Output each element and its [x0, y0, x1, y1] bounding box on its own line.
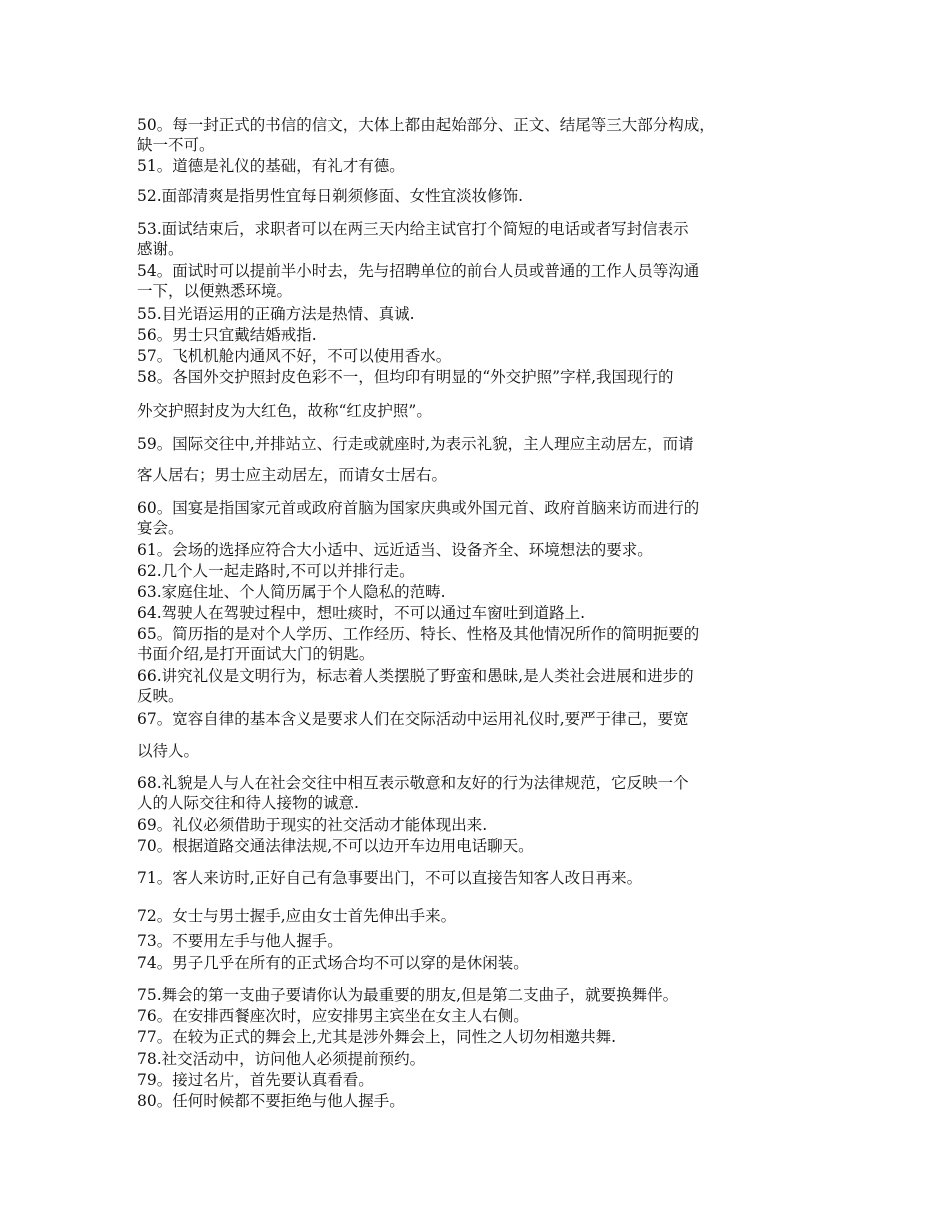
item-51: [137, 156, 817, 176]
item-55: [137, 304, 817, 324]
item-71: [137, 868, 817, 888]
item-53: [137, 219, 817, 259]
item-50: [137, 115, 817, 155]
item-54: [137, 261, 817, 301]
item-78: [137, 1049, 817, 1069]
item-76: [137, 1006, 817, 1026]
item-69-line-1: 69。礼仪必须借助于现实的社交活动才能体现出来.: [137, 816, 488, 834]
item-62-line-1: 62.几个人一起走路时,不可以并排行走。: [137, 562, 415, 580]
item-58-line-2: 外交护照封皮为大红色，故称“红皮护照”。: [137, 402, 432, 420]
item-71-line-1: 71。客人来访时,正好自己有急事要出门，不可以直接告知客人改日再来。: [137, 869, 643, 887]
item-54-line-2: 一下，以便熟悉环境。: [137, 282, 293, 300]
item-53-line-1: 53.面试结束后，求职者可以在两三天内给主试官打个简短的电话或者写封信表示: [137, 220, 689, 238]
item-70-line-1: 70。根据道路交通法律法规,不可以边开车边用电话聊天。: [137, 837, 534, 855]
item-52-line-1: 52.面部清爽是指男性宜每日剃须修面、女性宜淡妆修饰.: [137, 187, 524, 205]
item-59-part-2: [137, 465, 817, 485]
item-74-line-1: 74。男子几乎在所有的正式场合均不可以穿的是休闲装。: [137, 954, 529, 972]
item-60-line-1: 60。国宴是指国家元首或政府首脑为国家庆典或外国元首、政府首脑来访而进行的: [137, 499, 700, 517]
item-79-line-1: 79。接过名片，首先要认真看看。: [137, 1071, 374, 1089]
item-55-line-1: 55.目光语运用的正确方法是热情、真诚.: [137, 305, 415, 323]
item-60-line-2: 宴会。: [137, 519, 184, 537]
item-53-line-2: 感谢。: [137, 240, 184, 258]
item-56-line-1: 56。男士只宜戴结婚戒指.: [137, 326, 317, 344]
item-61: [137, 540, 817, 560]
item-57: [137, 346, 817, 366]
item-59-line-2: 客人居右；男士应主动居左，而请女士居右。: [137, 466, 448, 484]
item-66-line-2: 反映。: [137, 687, 184, 705]
item-74: [137, 953, 817, 973]
item-64: [137, 603, 817, 623]
item-50-line-2: 缺一不可。: [137, 136, 215, 154]
item-67-line-1: 67。宽容自律的基本含义是要求人们在交际活动中运用礼仪时,要严于律己，要宽: [137, 710, 689, 728]
item-52: [137, 186, 817, 206]
item-58-part-2: [137, 401, 817, 421]
item-66-line-1: 66.讲究礼仪是文明行为，标志着人类摆脱了野蛮和愚昧,是人类社会进展和进步的: [137, 667, 694, 685]
item-80: [137, 1091, 817, 1111]
item-58-line-1: 58。各国外交护照封皮色彩不一，但均印有明显的“外交护照”字样,我国现行的: [137, 368, 674, 386]
item-62: [137, 561, 817, 581]
item-72: [137, 906, 817, 926]
item-60: [137, 498, 817, 538]
item-68: [137, 773, 817, 813]
item-75: [137, 985, 817, 1005]
item-73: [137, 931, 817, 951]
item-57-line-1: 57。飞机机舱内通风不好，不可以使用香水。: [137, 347, 452, 365]
item-68-line-2: 人的人际交往和待人接物的诚意.: [137, 794, 359, 812]
item-68-line-1: 68.礼貌是人与人在社会交往中相互表示敬意和友好的行为法律规范，它反映一个: [137, 774, 689, 792]
item-61-line-1: 61。会场的选择应符合大小适中、远近适当、设备齐全、环境想法的要求。: [137, 541, 653, 559]
item-66: [137, 666, 817, 706]
item-64-line-1: 64.驾驶人在驾驶过程中，想吐痰时，不可以通过车窗吐到道路上.: [137, 604, 586, 622]
item-67-part-2: [137, 741, 817, 761]
item-70: [137, 836, 817, 856]
item-51-line-1: 51。道德是礼仪的基础，有礼才有德。: [137, 157, 405, 175]
item-63-line-1: 63.家庭住址、个人简历属于个人隐私的范畴.: [137, 583, 446, 601]
item-56: [137, 325, 817, 345]
item-80-line-1: 80。任何时候都不要拒绝与他人握手。: [137, 1092, 405, 1110]
item-63: [137, 582, 817, 602]
item-65: [137, 624, 817, 664]
item-58-part-1: [137, 367, 817, 387]
item-78-line-1: 78.社交活动中，访问他人必须提前预约。: [137, 1050, 426, 1068]
item-59-part-1: [137, 434, 817, 454]
item-67-part-1: [137, 709, 817, 729]
item-77: [137, 1027, 817, 1047]
item-65-line-1: 65。简历指的是对个人学历、工作经历、特长、性格及其他情况所作的简明扼要的: [137, 625, 700, 643]
item-75-line-1: 75.舞会的第一支曲子要请你认为最重要的朋友,但是第二支曲子，就要换舞伴。: [137, 986, 679, 1004]
item-69: [137, 815, 817, 835]
item-50-line-1: 50。每一封正式的书信的信文，大体上都由起始部分、正文、结尾等三大部分构成，: [137, 116, 715, 134]
item-54-line-1: 54。面试时可以提前半小时去，先与招聘单位的前台人员或普通的工作人员等沟通: [137, 262, 700, 280]
item-77-line-1: 77。在较为正式的舞会上,尤其是涉外舞会上，同性之人切勿相邀共舞.: [137, 1028, 617, 1046]
item-72-line-1: 72。女士与男士握手,应由女士首先伸出手来。: [137, 907, 457, 925]
item-79: [137, 1070, 817, 1090]
item-59-line-1: 59。国际交往中,并排站立、行走或就座时,为表示礼貌，主人理应主动居左，而请: [137, 435, 694, 453]
item-73-line-1: 73。不要用左手与他人握手。: [137, 932, 343, 950]
item-76-line-1: 76。在安排西餐座次时，应安排男主宾坐在女主人右侧。: [137, 1007, 529, 1025]
item-65-line-2: 书面介绍,是打开面试大门的钥匙。: [137, 645, 375, 663]
item-67-line-2: 以待人。: [137, 742, 200, 760]
